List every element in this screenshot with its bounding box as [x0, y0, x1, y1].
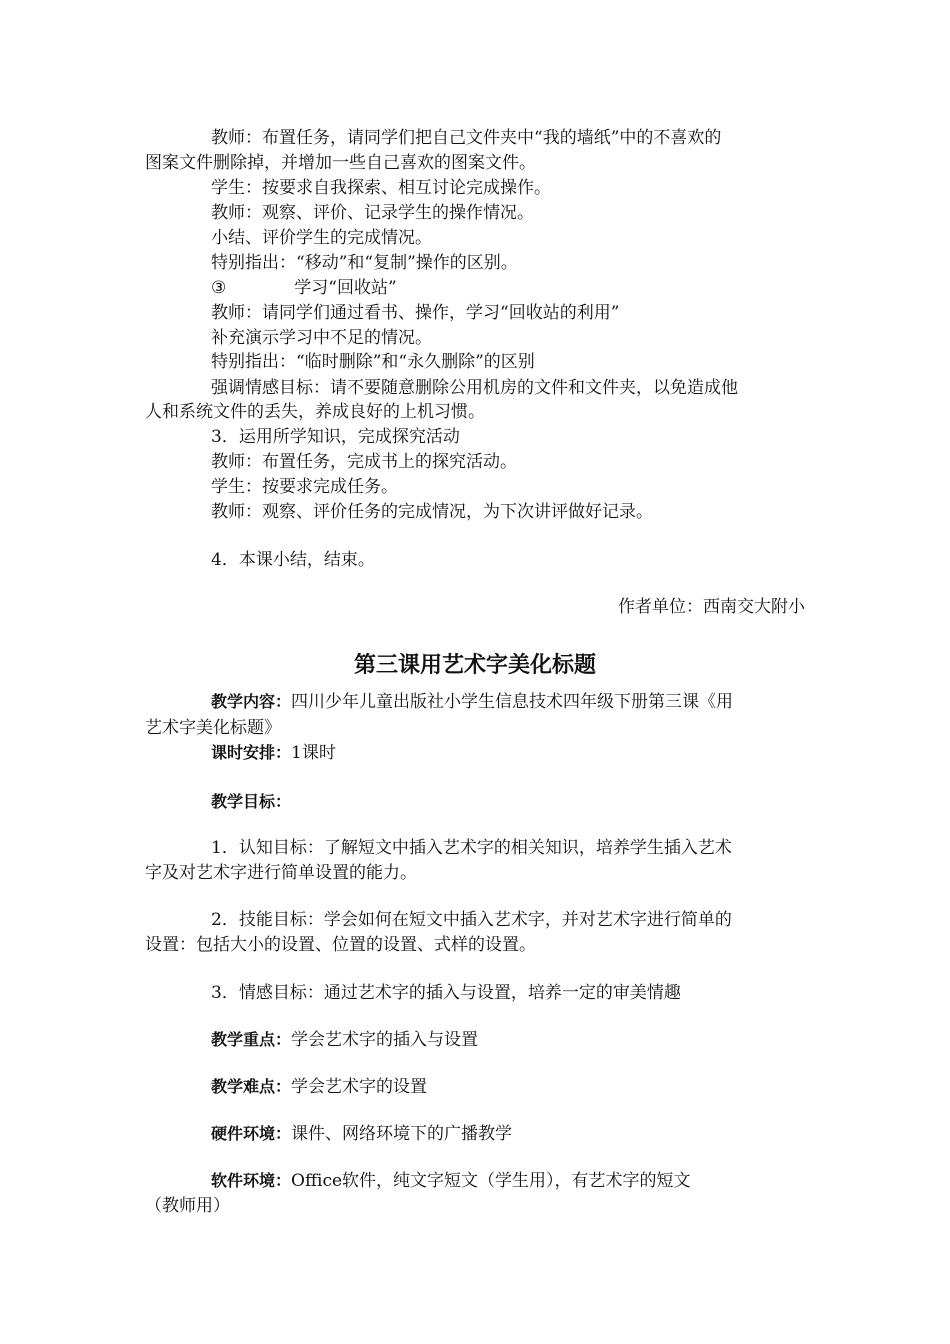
list-heading-text: 学习“回收站” — [294, 278, 397, 298]
paragraph-line: 补充演示学习中不足的情况。 — [211, 328, 432, 348]
field-label: 教学重点： — [211, 1030, 292, 1049]
paragraph-line: 3．运用所学知识，完成探究活动 — [211, 427, 460, 447]
paragraph-line: 学生：按要求自我探索、相互讨论完成操作。 — [211, 178, 551, 198]
paragraph-line: 图案文件删除掉，并增加一些自己喜欢的图案文件。 — [145, 153, 536, 173]
class-hours — [211, 741, 336, 765]
paragraph-line: 小结、评价学生的完成情况。 — [211, 228, 432, 248]
field-value: 课件、网络环境下的广播教学 — [291, 1124, 513, 1144]
list-number: ③ — [211, 278, 227, 298]
field-value: Office软件，纯文字短文（学生用），有艺术字的短文 — [291, 1171, 691, 1191]
paragraph-line: 学生：按要求完成任务。 — [211, 477, 398, 497]
paragraph-line: 艺术字美化标题》 — [145, 718, 281, 738]
paragraph-line: 特别指出：“临时删除”和“永久删除”的区别 — [211, 352, 535, 372]
paragraph-line: 教师：观察、评价、记录学生的操作情况。 — [211, 203, 534, 223]
numbered-heading — [211, 276, 397, 300]
goal-line: 2．技能目标：学会如何在短文中插入艺术字，并对艺术字进行简单的 — [211, 910, 732, 930]
paragraph-line: 教师：请同学们通过看书、操作，学习“回收站的利用” — [211, 303, 620, 323]
paragraph-line: 教师：布置任务，完成书上的探究活动。 — [211, 452, 517, 472]
goal-line: 3．情感目标：通过艺术字的插入与设置，培养一定的审美情趣 — [211, 983, 681, 1003]
key-point — [211, 1028, 478, 1052]
paragraph-line: （教师用） — [145, 1196, 230, 1216]
lesson-title: 第三课用艺术字美化标题 — [353, 653, 596, 678]
field-value: 四川少年儿童出版社小学生信息技术四年级下册第三课《用 — [291, 692, 734, 712]
author-affiliation: 作者单位：西南交大附小 — [618, 597, 805, 617]
difficult-point — [211, 1075, 427, 1099]
paragraph-line: 特别指出：“移动”和“复制”操作的区别。 — [211, 253, 518, 273]
hardware-env — [211, 1122, 512, 1146]
paragraph-line: 人和系统文件的丢失，养成良好的上机习惯。 — [145, 402, 485, 422]
goal-line: 设置：包括大小的设置、位置的设置、式样的设置。 — [145, 935, 536, 955]
section-heading: 教学目标： — [211, 792, 292, 811]
paragraph-line: 强调情感目标：请不要随意删除公用机房的文件和文件夹，以免造成他 — [211, 378, 738, 398]
goal-line: 1．认知目标：了解短文中插入艺术字的相关知识，培养学生插入艺术 — [211, 838, 732, 858]
field-label: 软件环境： — [211, 1171, 292, 1190]
field-label: 教学难点： — [211, 1077, 292, 1096]
goal-line: 字及对艺术字进行简单设置的能力。 — [145, 863, 417, 883]
paragraph-line: 教师：观察、评价任务的完成情况，为下次讲评做好记录。 — [211, 502, 653, 522]
field-label: 课时安排： — [211, 743, 292, 762]
field-value: 学会艺术字的设置 — [291, 1077, 428, 1097]
teaching-content — [211, 690, 733, 714]
field-label: 教学内容： — [211, 692, 292, 711]
software-env — [211, 1169, 691, 1193]
paragraph-line: 4．本课小结，结束。 — [211, 550, 375, 570]
field-value: 1课时 — [291, 743, 336, 763]
field-label: 硬件环境： — [211, 1124, 292, 1143]
paragraph-line: 教师：布置任务，请同学们把自己文件夹中“我的墙纸”中的不喜欢的 — [211, 128, 722, 148]
field-value: 学会艺术字的插入与设置 — [291, 1030, 479, 1050]
